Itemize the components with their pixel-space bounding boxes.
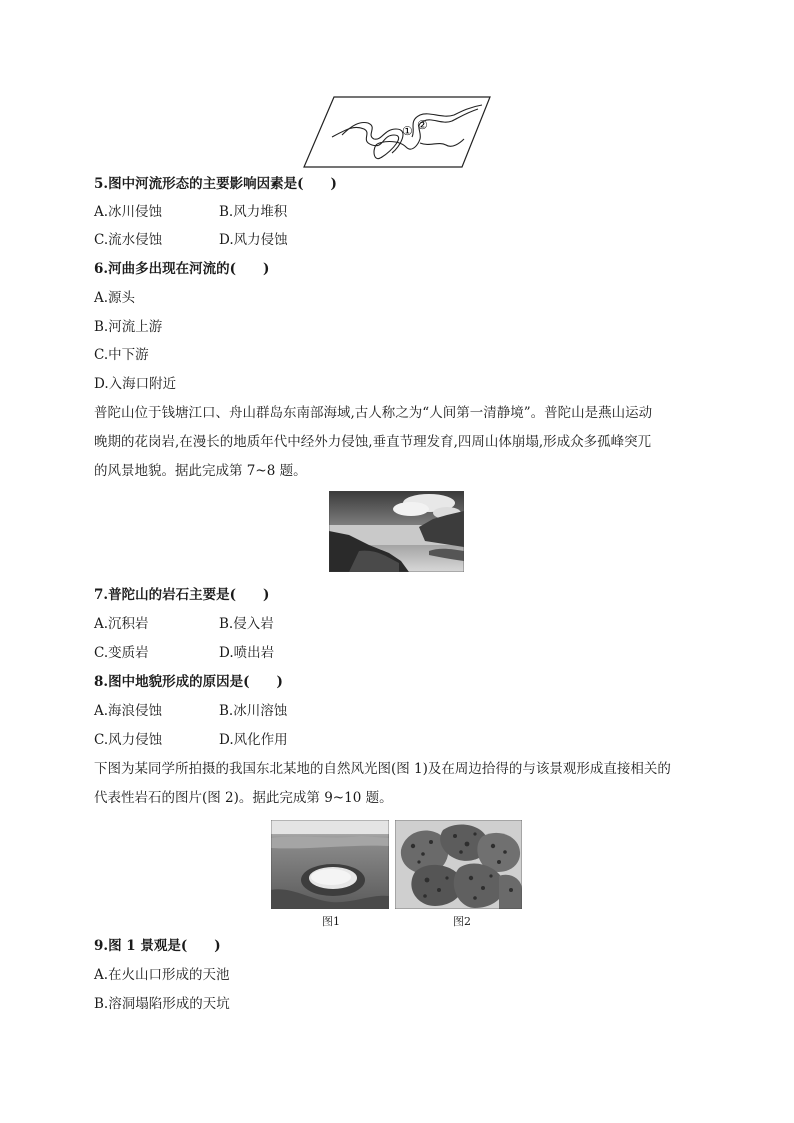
- q8-stem: 8.图中地貌形成的原因是( ): [94, 674, 283, 690]
- q9-option-a[interactable]: A.在火山口形成的天池: [94, 967, 230, 983]
- passage2-line1: 下图为某同学所拍摄的我国东北某地的自然风光图(图 1)及在周边拾得的与该景观形成直接相关的: [94, 761, 671, 777]
- passage1-line3: 的风景地貌。据此完成第 7~8 题。: [94, 463, 307, 479]
- river-meander-figure: [302, 95, 492, 169]
- q8-option-c[interactable]: C.风力侵蚀: [94, 732, 163, 748]
- q5-option-c[interactable]: C.流水侵蚀: [94, 232, 163, 248]
- river-marker-1: ①: [402, 124, 413, 138]
- q8-option-b[interactable]: B.冰川溶蚀: [219, 703, 288, 719]
- putuo-coast-photo: [329, 491, 464, 572]
- q5-option-b[interactable]: B.风力堆积: [219, 204, 288, 220]
- q8-option-a[interactable]: A.海浪侵蚀: [94, 703, 163, 719]
- q7-option-a[interactable]: A.沉积岩: [94, 616, 149, 632]
- q5-stem: 5.图中河流形态的主要影响因素是( ): [94, 176, 337, 192]
- q5-option-d[interactable]: D.风力侵蚀: [219, 232, 288, 248]
- figure-1-caption: 图1: [322, 915, 340, 928]
- passage2-line2: 代表性岩石的图片(图 2)。据此完成第 9~10 题。: [94, 790, 393, 806]
- basalt-rock-photo: [395, 820, 522, 909]
- q6-option-a[interactable]: A.源头: [94, 290, 136, 306]
- q7-stem: 7.普陀山的岩石主要是( ): [94, 587, 270, 603]
- q6-option-c[interactable]: C.中下游: [94, 347, 149, 363]
- figure-2-caption: 图2: [453, 915, 471, 928]
- q7-option-b[interactable]: B.侵入岩: [219, 616, 274, 632]
- q7-option-d[interactable]: D.喷出岩: [219, 645, 275, 661]
- q9-option-b[interactable]: B.溶洞塌陷形成的天坑: [94, 996, 230, 1012]
- passage1-line2: 晚期的花岗岩,在漫长的地质年代中经外力侵蚀,垂直节理发育,四周山体崩塌,形成众多孤峰突兀: [94, 434, 652, 450]
- q6-option-d[interactable]: D.入海口附近: [94, 376, 177, 392]
- q9-stem: 9.图 1 景观是( ): [94, 938, 221, 954]
- q6-stem: 6.河曲多出现在河流的( ): [94, 261, 270, 277]
- q7-option-c[interactable]: C.变质岩: [94, 645, 149, 661]
- q6-option-b[interactable]: B.河流上游: [94, 319, 163, 335]
- q5-option-a[interactable]: A.冰川侵蚀: [94, 204, 163, 220]
- crater-lake-photo: [271, 820, 389, 909]
- passage1-line1: 普陀山位于钱塘江口、舟山群岛东南部海域,古人称之为“人间第一清静境”。普陀山是燕山运动: [94, 405, 653, 421]
- river-marker-2: ②: [417, 118, 428, 132]
- q8-option-d[interactable]: D.风化作用: [219, 732, 288, 748]
